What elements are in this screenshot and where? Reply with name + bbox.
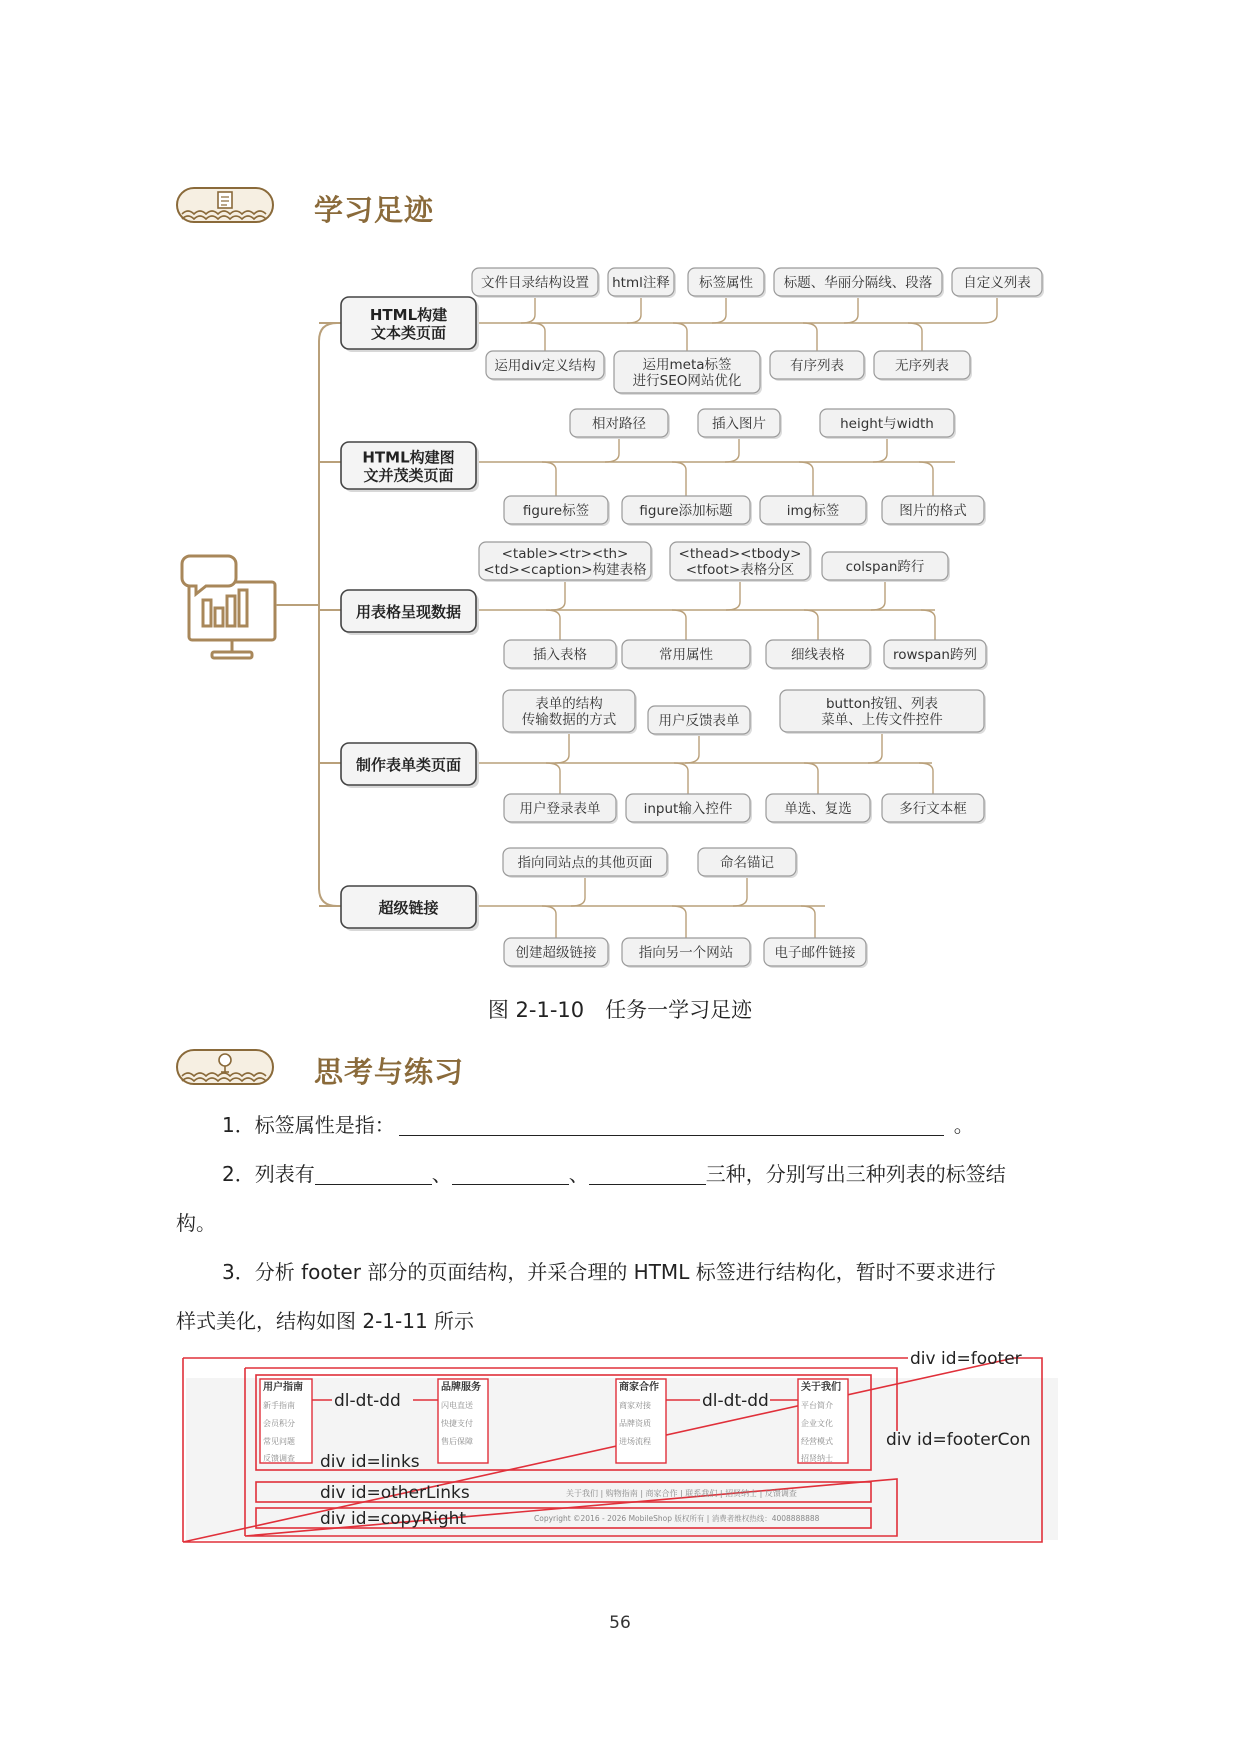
question-3-line1: 3．分析 footer 部分的页面结构，并采合理的 HTML 标签进行结构化，暂时不要求进行 — [222, 1260, 996, 1284]
mindmap-leaf-label: 传输数据的方式 — [521, 712, 617, 728]
mindmap-leaf-label: <table><tr><th> — [501, 546, 629, 562]
footer-col1-item: 反馈调查 — [263, 1454, 295, 1463]
mindmap-branch-label: 文本类页面 — [370, 324, 447, 342]
mindmap-branch-label: 用表格呈现数据 — [355, 603, 462, 621]
mindmap-leaf-label: 命名锚记 — [720, 855, 774, 871]
mindmap-leaf-label: 常用属性 — [659, 647, 713, 663]
mindmap-leaf-label: colspan跨行 — [845, 559, 925, 575]
footer-col3-item: 商家对接 — [619, 1401, 651, 1410]
mindmap-leaf-label: 指向另一个网站 — [638, 945, 734, 961]
mindmap-leaf-label: 自定义列表 — [963, 275, 1031, 291]
figure-caption-2-1-10: 图 2-1-10 任务一学习足迹 — [487, 998, 753, 1022]
question-2-sep2: 、 — [568, 1162, 589, 1186]
footer-col1-item: 会员积分 — [263, 1419, 295, 1428]
footer-col4-item: 企业文化 — [801, 1419, 833, 1428]
mindmap-leaf-label: 电子邮件链接 — [774, 945, 856, 961]
label-div-footer: div id=footer — [910, 1349, 1022, 1369]
question-1-text: 1．标签属性是指： — [222, 1113, 395, 1137]
mindmap-leaf-label: img标签 — [786, 503, 840, 519]
mindmap-leaf-label: 表单的结构 — [535, 696, 603, 712]
mindmap-leaf-label: rowspan跨列 — [893, 647, 977, 663]
mindmap-leaf-label: 创建超级链接 — [515, 945, 597, 961]
mindmap-leaf-label: 标签属性 — [699, 275, 753, 291]
footer-col4-title: 关于我们 — [801, 1382, 841, 1393]
mindmap-leaf-label: 用户反馈表单 — [658, 713, 740, 729]
section-title-exercise: 思考与练习 — [314, 1055, 465, 1089]
mindmap-branch-label: 超级链接 — [378, 899, 439, 917]
mindmap-leaf-label: 菜单、上传文件控件 — [821, 712, 943, 728]
label-dl-2: dl-dt-dd — [702, 1391, 769, 1411]
label-dl-1: dl-dt-dd — [334, 1391, 401, 1411]
label-div-otherlinks: div id=otherLinks — [320, 1483, 470, 1503]
footer-col2-item: 闪电直送 — [441, 1401, 473, 1410]
mindmap-leaf-label: 标题、华丽分隔线、段落 — [783, 275, 933, 291]
mindmap-leaf-label: input输入控件 — [643, 801, 733, 817]
footer-col1-title: 用户指南 — [263, 1382, 303, 1393]
label-div-links: div id=links — [320, 1452, 420, 1472]
footer-col4-item: 招贤纳士 — [801, 1454, 833, 1463]
mindmap-leaf-label: 相对路径 — [592, 416, 646, 432]
footer-col1-item: 常见问题 — [263, 1437, 295, 1446]
question-2-text: 2．列表有 — [222, 1162, 315, 1186]
footer-col3-item: 进场流程 — [619, 1437, 651, 1446]
mindmap-leaf-label: 有序列表 — [790, 358, 844, 374]
footer-copyright-text: Copyright ©2016 - 2026 MobileShop 版权所有 | 消费者维权热线：4008888888 — [534, 1514, 820, 1523]
mindmap-leaf-label: 多行文本框 — [899, 801, 967, 817]
question-2-rest: 三种，分别写出三种列表的标签结 — [705, 1162, 1006, 1186]
mindmap-leaf-label: 单选、复选 — [784, 801, 852, 817]
mindmap-leaf-label: <td><caption>构建表格 — [483, 562, 647, 578]
mindmap-leaf-label: 指向同站点的其他页面 — [517, 855, 653, 871]
mindmap-branch-label: 文并茂类页面 — [363, 466, 454, 485]
question-2-continued: 构。 — [176, 1211, 216, 1235]
question-1-end: 。 — [953, 1113, 974, 1137]
footer-col3-title: 商家合作 — [619, 1382, 659, 1393]
footer-col1-item: 新手指南 — [263, 1401, 295, 1410]
question-2-sep1: 、 — [431, 1162, 452, 1186]
label-div-copyright: div id=copyRight — [320, 1509, 467, 1529]
footer-col2-item: 快捷支付 — [441, 1419, 473, 1428]
mindmap-leaf-label: figure添加标题 — [639, 503, 733, 519]
footer-col4-item: 经营模式 — [801, 1437, 833, 1446]
mindmap-leaf-label: 文件目录结构设置 — [481, 275, 589, 291]
footer-col3-item: 品牌资质 — [619, 1419, 651, 1428]
mindmap-leaf-label: html注释 — [612, 275, 670, 291]
footer-col2-title: 品牌服务 — [441, 1382, 481, 1393]
mindmap-leaf-label: 插入图片 — [712, 416, 766, 432]
mindmap-leaf-label: 细线表格 — [791, 647, 845, 663]
mindmap-leaf-label: height与width — [840, 416, 934, 432]
mindmap-leaf-label: figure标签 — [522, 503, 590, 519]
label-div-footercon: div id=footerCon — [886, 1430, 1031, 1450]
footer-col2-item: 售后保障 — [441, 1437, 473, 1446]
mindmap-leaf-label: 插入表格 — [533, 647, 587, 663]
mindmap-branch-label: 制作表单类页面 — [355, 756, 462, 774]
mindmap-leaf-label: 进行SEO网站优化 — [632, 373, 742, 389]
page-number: 56 — [609, 1613, 631, 1633]
mindmap-branch-label: HTML构建 — [369, 306, 448, 324]
mindmap-leaf-label: 无序列表 — [895, 358, 949, 374]
mindmap-leaf-label: 运用div定义结构 — [494, 358, 596, 374]
mindmap-leaf-label: 用户登录表单 — [519, 801, 601, 817]
footer-col4-item: 平台简介 — [801, 1401, 833, 1410]
mindmap-leaf-label: 图片的格式 — [899, 503, 967, 519]
mindmap-leaf-label: <tfoot>表格分区 — [685, 562, 795, 578]
mindmap-branch-label: HTML构建图 — [362, 448, 455, 467]
mindmap-leaf-label: button按钮、列表 — [825, 696, 939, 712]
footer-otherlinks-text: 关于我们 | 购物指南 | 商家合作 | 联系我们 | 招贤纳士 | 反馈调查 — [566, 1489, 797, 1498]
mindmap-leaf-label: 运用meta标签 — [642, 357, 732, 373]
mindmap-leaf-label: <thead><tbody> — [678, 546, 802, 562]
section-title-footprint: 学习足迹 — [314, 193, 435, 227]
question-3-line2: 样式美化，结构如图 2-1-11 所示 — [176, 1309, 475, 1333]
